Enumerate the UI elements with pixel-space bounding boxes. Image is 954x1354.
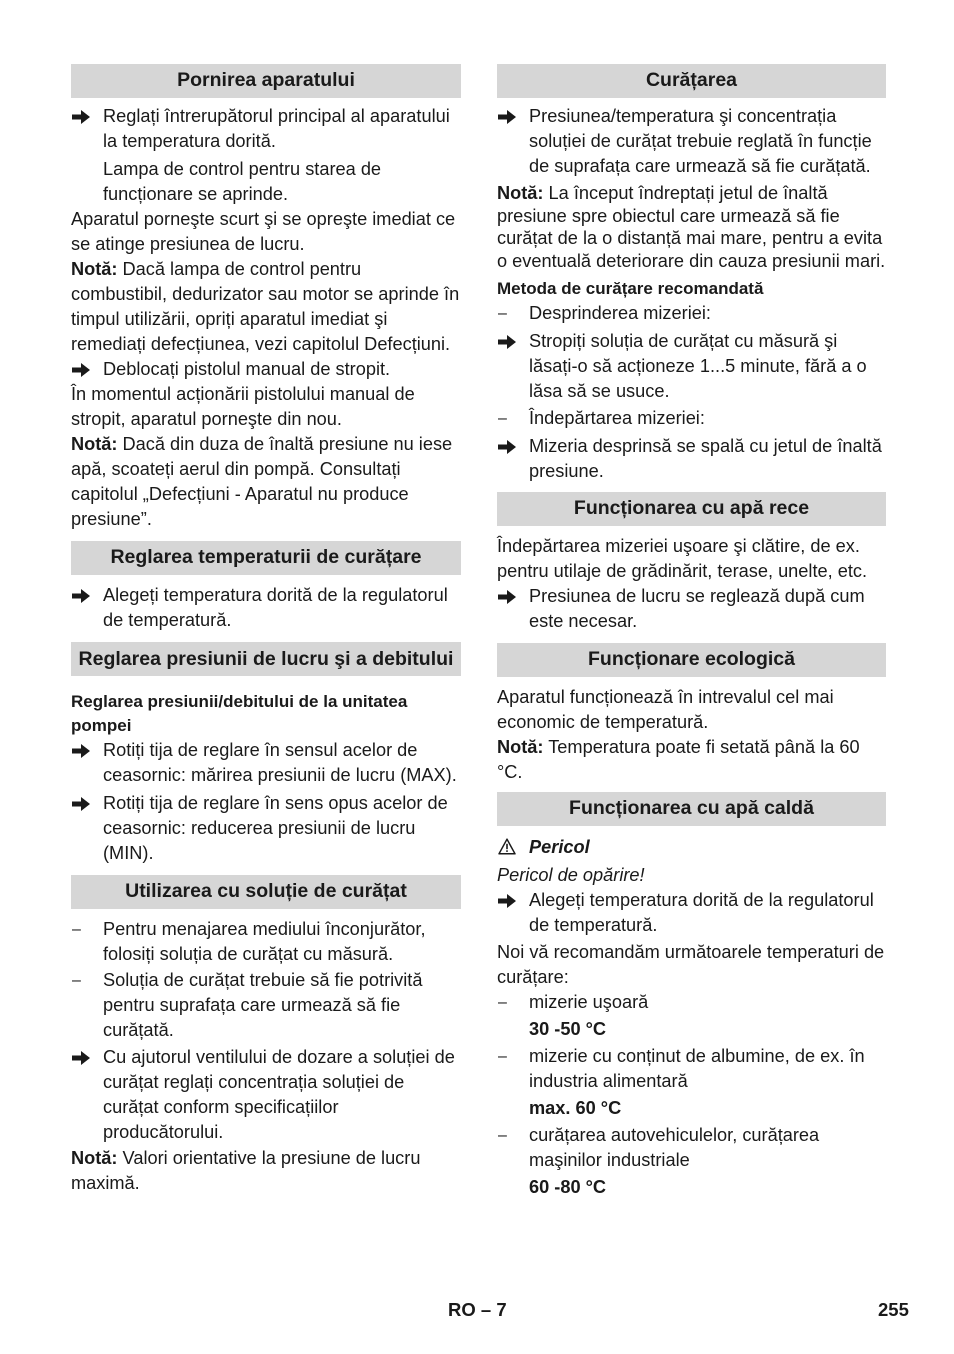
- left-column: [71, 64, 461, 1196]
- note: Notă: Temperatura poate fi setată până la 60 °C.: [497, 737, 860, 782]
- list-item: – mizerie cu conținut de albumine, de ex. în industria alimentară: [498, 1046, 865, 1091]
- temperature-value: 30 -50 °C: [529, 1019, 607, 1039]
- page-number: 255: [878, 1299, 909, 1320]
- list-item: – curățarea autovehiculelor, curățarea maşinilor industriale: [498, 1125, 820, 1170]
- section-title-apa-rece: Funcționarea cu apă rece: [497, 492, 886, 526]
- list-item: – Pentru menajarea mediului înconjurător, folosiți soluția de curățat cu măsură.: [72, 919, 426, 964]
- temperature-value: max. 60 °C: [529, 1098, 622, 1118]
- section-title-reglarea-temperaturii: Reglarea temperaturii de curățare: [71, 541, 461, 575]
- instruction-step: Presiunea/temperatura şi concentrația soluției de curățat trebuie reglată în funcție de suprafața care urmează să fie curățată.: [497, 104, 886, 179]
- note: Notă: La început îndreptați jetul de înaltă presiune spre obiectul care urmează să fie curățat de la o distanță mai mare, pentru a evita o eventuală deteriorare din cauza presiunii mari.: [497, 183, 886, 271]
- section-title-utilizarea-solutie: Utilizarea cu soluție de curățat: [71, 875, 461, 909]
- warning-triangle-icon: [498, 838, 516, 855]
- subsection-title: Reglarea presiunii/debitului de la unitatea pompei: [71, 692, 408, 735]
- paragraph: Aparatul porneşte scurt şi se opreşte imediat ce se atinge presiunea de lucru.: [71, 209, 456, 254]
- note: Notă: Valori orientative la presiune de lucru maximă.: [71, 1148, 421, 1193]
- instruction-step: Presiunea de lucru se reglează după cum este necesar.: [497, 584, 886, 634]
- paragraph: În momentul acționării pistolului manual de stropit, aparatul porneşte din nou.: [71, 384, 415, 429]
- instruction-step: Reglați întrerupătorul principal al aparatului la temperatura dorită.: [71, 104, 461, 154]
- list-item: – Îndepărtarea mizeriei:: [498, 408, 705, 428]
- warning-text: Pericol de opărire!: [497, 865, 645, 885]
- instruction-step: Deblocați pistolul manual de stropit.: [71, 357, 461, 382]
- right-column: [497, 64, 886, 1200]
- page-label: RO – 7: [448, 1299, 507, 1320]
- list-item: – mizerie uşoară: [498, 992, 649, 1012]
- subsection-title: Metoda de curățare recomandată: [497, 279, 764, 298]
- temperature-value: 60 -80 °C: [529, 1177, 607, 1197]
- section-title-reglarea-presiunii: Reglarea presiunii de lucru şi a debitului: [71, 642, 461, 676]
- section-title-ecologica: Funcționare ecologică: [497, 643, 886, 677]
- section-title-pornirea: Pornirea aparatului: [71, 64, 461, 98]
- paragraph: Noi vă recomandăm următoarele temperaturi de curățare:: [497, 942, 885, 987]
- instruction-step: Rotiți tija de reglare în sensul acelor de ceasornic: mărirea presiunii de lucru (MAX).: [71, 738, 461, 788]
- list-item: – Soluția de curățat trebuie să fie potrivită pentru suprafața care urmează să fie curățată.: [72, 970, 423, 1040]
- section-title-curatarea: Curățarea: [497, 64, 886, 98]
- step-result: Lampa de control pentru starea de funcționare se aprinde.: [103, 159, 382, 204]
- instruction-step: Stropiți soluția de curățat cu măsură şi lăsați-o să acționeze 1...5 minute, fără a o lăsa să se usuce.: [497, 329, 886, 404]
- instruction-step: Cu ajutorul ventilului de dozare a soluției de curățat reglați concentrația soluției de curățat conform specificațiilor producătorului.: [71, 1045, 461, 1145]
- instruction-step: Mizeria desprinsă se spală cu jetul de înaltă presiune.: [497, 434, 886, 484]
- note: Notă: Dacă lampa de control pentru combustibil, dedurizator sau motor se aprinde în timpul utilizării, opriți aparatul imediat şi remediați defecțiunea, vezi capitolul Defecțiuni.: [71, 259, 460, 354]
- paragraph: Aparatul funcționează în intrevalul cel mai economic de temperatură.: [497, 687, 834, 732]
- instruction-step: Alegeți temperatura dorită de la regulatorul de temperatură.: [71, 583, 461, 633]
- instruction-step: Rotiți tija de reglare în sens opus acelor de ceasornic: reducerea presiunii de lucru (MIN).: [71, 791, 461, 866]
- instruction-step: Alegeți temperatura dorită de la regulatorul de temperatură.: [497, 888, 886, 938]
- paragraph: Îndepărtarea mizeriei uşoare şi clătire, de ex. pentru utilaje de grădinărit, terase, unelte, etc.: [497, 536, 868, 581]
- list-item: – Desprinderea mizeriei:: [498, 303, 711, 323]
- section-title-apa-calda: Funcționarea cu apă caldă: [497, 792, 886, 826]
- note: Notă: Dacă din duza de înaltă presiune nu iese apă, scoateți aerul din pompă. Consultați capitolul „Defecțiuni - Aparatul nu produce presiune”.: [71, 434, 453, 529]
- warning-label: Pericol: [497, 835, 886, 860]
